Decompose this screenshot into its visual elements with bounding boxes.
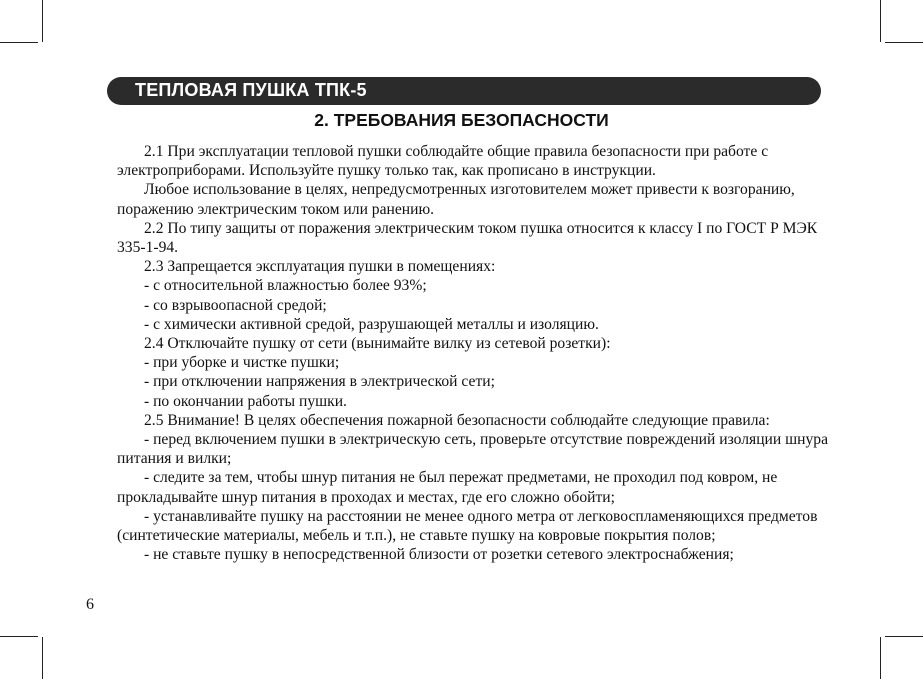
list-item: - следите за тем, чтобы шнур питания не был пережат предметами, не проходил под ковром, не прокладывайте шнур питания в проходах и местах, где его сложно обойти; — [117, 469, 778, 506]
list-item: - с химически активной средой, разрушающей металлы и изоляцию. — [144, 315, 599, 333]
list-item: - устанавливайте пушку на расстоянии не менее одного метра от легковоспламеняющихся предметов (синтетические материалы, мебель и т.п.), не ставьте пушку на ковровые покрытия полов; — [117, 507, 818, 545]
paragraph: 2.4 Отключайте пушку от сети (вынимайте вилку из сетевой розетки): — [144, 335, 611, 353]
paragraph: 2.2 По типу защиты от поражения электрическим током пушка относится к классу I по ГОСТ Р МЭК 335-1-94. — [117, 219, 818, 257]
crop-mark-bottom-right — [880, 637, 881, 679]
crop-mark-top-right-h — [885, 42, 923, 43]
list-item: - с относительной влажностью более 93%; — [144, 277, 427, 295]
crop-mark-bottom-left-h — [0, 636, 38, 637]
crop-mark-bottom-right-h — [885, 636, 923, 637]
paragraph: Любое использование в целях, непредусмотренных изготовителем может привести к возгоранию, поражению электрическим током или ранению. — [117, 181, 795, 218]
body-text — [117, 142, 842, 564]
paragraph: 2.1 При эксплуатации тепловой пушки соблюдайте общие правила безопасности при работе с электроприборами. Используйте пушку только так, как прописано в инструкции. — [117, 143, 769, 180]
section-title: 2. ТРЕБОВАНИЯ БЕЗОПАСНОСТИ — [314, 110, 609, 130]
list-item: - не ставьте пушку в непосредственной близости от розетки сетевого электроснабжения; — [144, 546, 734, 564]
list-item: - при отключении напряжения в электрической сети; — [144, 373, 495, 391]
crop-mark-bottom-left — [42, 637, 43, 679]
header-title: ТЕПЛОВАЯ ПУШКА ТПК-5 — [135, 80, 367, 100]
header-bar — [107, 77, 821, 105]
crop-mark-top-left-h — [0, 42, 38, 43]
paragraph: 2.5 Внимание! В целях обеспечения пожарной безопасности соблюдайте следующие правила: — [144, 411, 770, 429]
paragraph: 2.3 Запрещается эксплуатация пушки в помещениях: — [144, 258, 496, 276]
list-item: - перед включением пушки в электрическую сеть, проверьте отсутствие повреждений изоляции шнура питания и вилки; — [117, 431, 829, 468]
list-item: - со взрывоопасной средой; — [144, 296, 327, 314]
crop-mark-top-left — [42, 0, 43, 42]
list-item: - по окончании работы пушки. — [144, 392, 347, 410]
page-number: 6 — [86, 596, 94, 613]
list-item: - при уборке и чистке пушки; — [144, 354, 340, 372]
crop-mark-top-right — [880, 0, 881, 42]
